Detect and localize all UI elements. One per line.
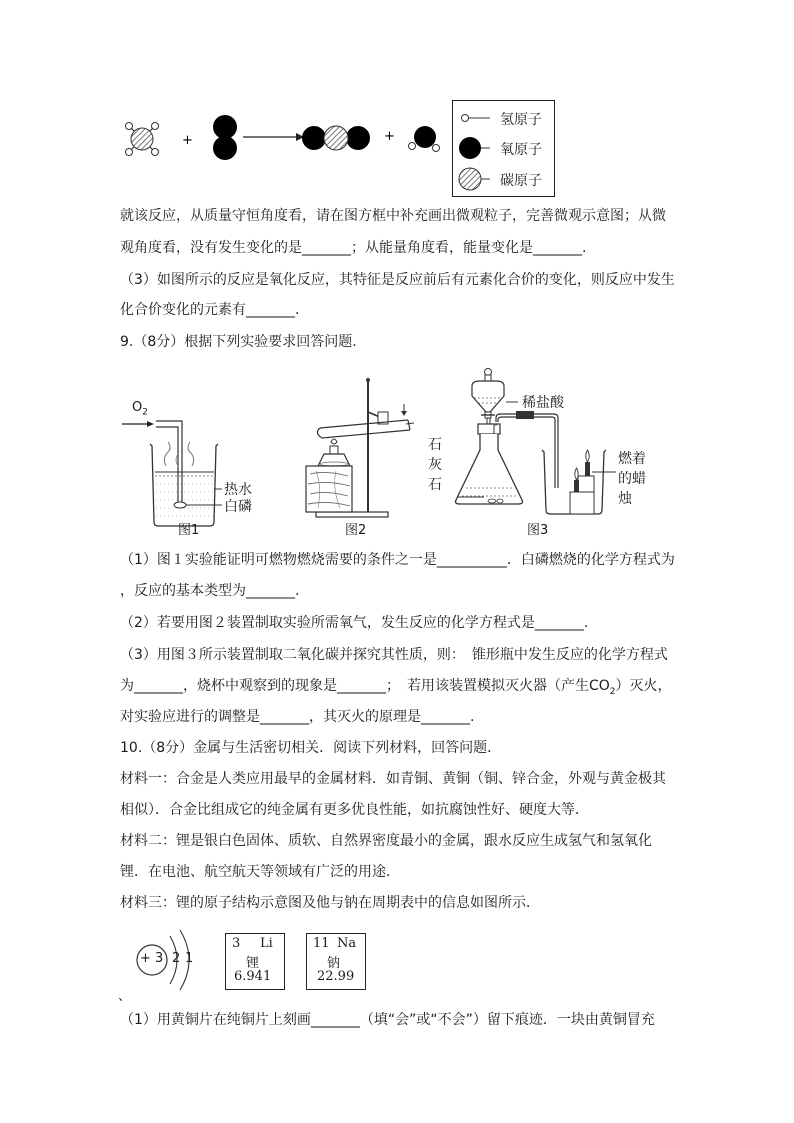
fig1-white-phosphorus-label: 白磷 bbox=[224, 499, 252, 515]
fig3-candle-label-3: 烛 bbox=[618, 491, 632, 507]
fig1-hot-water-label: 热水 bbox=[224, 482, 252, 498]
stray-mark: 、 bbox=[118, 989, 132, 1004]
figure-3 bbox=[426, 362, 676, 522]
fig3-stone-label-1: 石 bbox=[428, 437, 442, 453]
q9-line-4: （3）用图３所示装置制取二氧化碳并探究其性质，则： 锥形瓶中发生反应的化学方程式 bbox=[120, 647, 668, 663]
fig3-stone-label-3: 石 bbox=[428, 477, 442, 493]
atom-nucleus-charge: + 3 bbox=[140, 951, 164, 966]
figure-2 bbox=[296, 376, 416, 522]
fig1-gas-subscript: 2 bbox=[142, 407, 148, 418]
q10-material1-line2: 相似）．合金比组成它的纯金属有更多优良性能，如抗腐蚀性好、硬度大等． bbox=[120, 802, 589, 818]
oxygen-atom-icon bbox=[459, 137, 481, 159]
q9-line-1: （1）图１实验能证明可燃物燃烧需要的条件之一是__________．白磷燃烧的化学方程式为 bbox=[120, 552, 675, 568]
reaction-arrow bbox=[243, 133, 304, 141]
figure-1 bbox=[118, 392, 252, 538]
na-atomic-number: 11 bbox=[313, 936, 330, 951]
li-symbol: Li bbox=[260, 936, 273, 951]
reaction-diagram bbox=[118, 110, 448, 172]
q9-header: 9.（8分）根据下列实验要求回答问题. bbox=[120, 334, 357, 350]
legend-oxygen-label: 氧原子 bbox=[500, 142, 542, 158]
legend-carbon-label: 碳原子 bbox=[500, 173, 542, 189]
na-symbol: Na bbox=[337, 936, 357, 951]
q8-line-2: 观角度看，没有发生变化的是_______；从能量角度看，能量变化是_______. bbox=[120, 240, 587, 256]
q9-line-5-b: ）灭火， bbox=[615, 678, 672, 694]
li-name: 锂 bbox=[246, 956, 260, 971]
fig3-stone-label-2: 灰 bbox=[428, 457, 442, 473]
periodic-cell-sodium bbox=[306, 933, 366, 990]
oxygen-molecule bbox=[213, 115, 237, 160]
methane-molecule bbox=[126, 123, 159, 156]
carbon-dioxide-molecule bbox=[302, 126, 370, 150]
na-atomic-mass: 22.99 bbox=[317, 969, 355, 984]
fig3-caption: 图3 bbox=[527, 523, 549, 538]
q10-q1-line: （1）用黄铜片在纯铜片上刻画_______（填“会”或“不会”）留下痕迹．一块由黄铜冒充 bbox=[120, 1012, 655, 1028]
plus-sign-1: + bbox=[182, 133, 193, 148]
atom-legend bbox=[452, 100, 555, 197]
q9-line-2: ，反应的基本类型为_______. bbox=[120, 583, 300, 599]
fig3-candle-label-2: 的蜡 bbox=[618, 471, 646, 487]
q9-line-5 bbox=[120, 676, 672, 702]
fig1-caption: 图1 bbox=[178, 523, 200, 538]
li-atomic-number: 3 bbox=[232, 936, 241, 951]
atom-shell-1-electrons: 2 bbox=[172, 951, 181, 966]
fig3-acid-label: 稀盐酸 bbox=[522, 395, 564, 411]
q9-line-5-a: 为_______，烧杯中观察到的现象是_______； 若用该装置模拟灭火器（产生CO bbox=[120, 678, 610, 694]
fig3-candle-label-1: 燃着 bbox=[618, 451, 646, 467]
q9-line-6: 对实验应进行的调整是_______，其灭火的原理是_______. bbox=[120, 709, 475, 725]
fig2-caption: 图2 bbox=[345, 523, 367, 538]
carbon-atom-icon bbox=[459, 168, 481, 190]
q8-line-1: 就该反应，从质量守恒角度看，请在图方框中补充画出微观粒子，完善微观示意图；从微 bbox=[120, 208, 666, 224]
atom-shell-2-electrons: 1 bbox=[185, 951, 194, 966]
q10-material2-line2: 锂．在电池、航空航天等领域有广泛的用途． bbox=[120, 864, 400, 880]
fig1-gas-label: O bbox=[132, 400, 143, 415]
water-molecule bbox=[409, 126, 440, 152]
q8-line-3: （3）如图所示的反应是氧化反应，其特征是反应前后有元素化合价的变化，则反应中发生 bbox=[120, 272, 675, 288]
q10-header: 10.（8分）金属与生活密切相关．阅读下列材料，回答问题． bbox=[120, 740, 502, 756]
plus-sign-2: + bbox=[384, 129, 395, 144]
na-name: 钠 bbox=[327, 956, 341, 971]
q10-material2-line1: 材料二：锂是银白色固体、质软、自然界密度最小的金属，跟水反应生成氢气和氢氧化 bbox=[120, 833, 652, 849]
q9-line-3: （2）若要用图２装置制取实验所需氧气，发生反应的化学方程式是_______. bbox=[120, 615, 589, 631]
q8-line-4: 化合价变化的元素有_______. bbox=[120, 302, 300, 318]
q9-line-5-sub: 2 bbox=[609, 686, 616, 697]
lithium-atom-diagram bbox=[132, 924, 212, 994]
hydrogen-atom-icon bbox=[462, 115, 469, 122]
q10-material1-line1: 材料一：合金是人类应用最早的金属材料．如青铜、黄铜（铜、锌合金，外观与黄金极其 bbox=[120, 771, 666, 787]
legend-hydrogen-label: 氢原子 bbox=[500, 112, 542, 128]
periodic-cell-lithium bbox=[225, 933, 285, 990]
li-atomic-mass: 6.941 bbox=[234, 969, 272, 984]
q10-material3-line1: 材料三：锂的原子结构示意图及他与钠在周期表中的信息如图所示． bbox=[120, 895, 540, 911]
